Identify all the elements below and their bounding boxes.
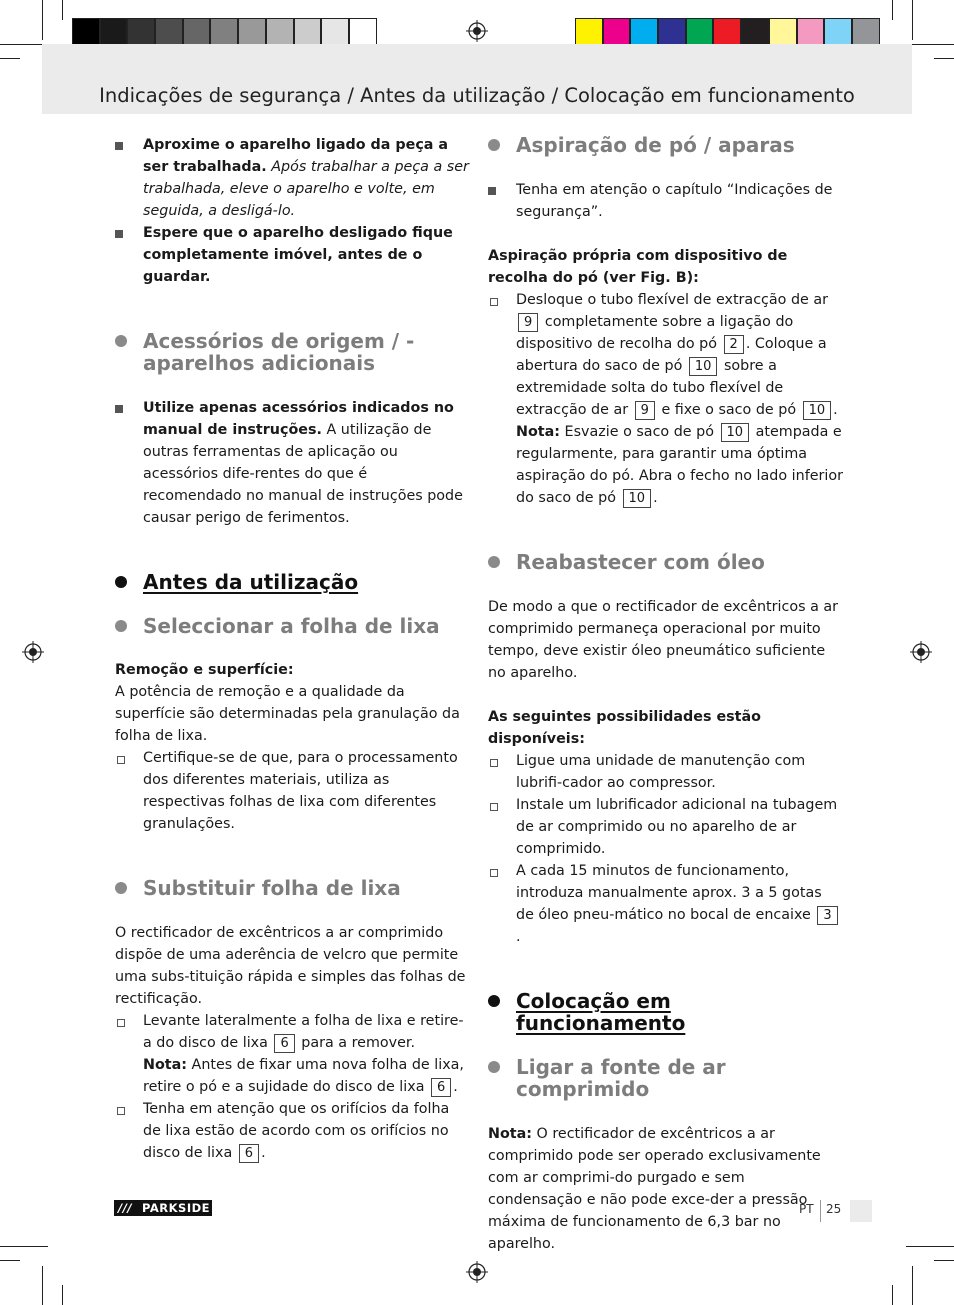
- parkside-logo: /// PARKSIDE: [114, 1200, 212, 1216]
- list-item: Aproxime o aparelho ligado da peça a ser trabalhada. Após trabalhar a peça a ser trabalhada, eleve o aparelho e volte, em seguida, a desligá-lo.: [115, 134, 470, 222]
- color-swatch: [72, 18, 100, 46]
- footer-tab: [850, 1200, 872, 1222]
- paragraph: A potência de remoção e a qualidade da superfície são determinadas pela granulação da folha de lixa.: [115, 684, 460, 744]
- square-bullet-icon: [115, 142, 123, 150]
- bullet-dot-icon: [115, 882, 127, 894]
- page-header-band: [42, 44, 912, 114]
- color-calibration-bar: [575, 18, 880, 46]
- color-swatch: [238, 18, 266, 46]
- color-swatch: [127, 18, 155, 46]
- square-bullet-icon: [115, 230, 123, 238]
- square-outline-bullet-icon: [490, 298, 498, 306]
- list-item: Ligue uma unidade de manutenção com lubrifi-cador ao compressor.: [488, 750, 843, 794]
- list-item: A cada 15 minutos de funcionamento, introduza manualmente aprox. 3 a 5 gotas de óleo pneu-mático no bocal de encaixe 3.: [488, 860, 843, 948]
- color-swatch: [769, 18, 797, 46]
- registration-mark-icon: [22, 641, 44, 663]
- bullet-dot-icon: [115, 576, 127, 588]
- color-swatch: [824, 18, 852, 46]
- color-swatch: [100, 18, 128, 46]
- color-swatch: [155, 18, 183, 46]
- color-swatch: [658, 18, 686, 46]
- color-swatch: [575, 18, 603, 46]
- part-number-box: 10: [623, 489, 652, 508]
- bullet-dot-icon: [115, 335, 127, 347]
- page-title: Indicações de segurança / Antes da utilização / Colocação em funcionamento: [99, 84, 855, 107]
- bullet-dot-icon: [488, 995, 500, 1007]
- part-number-box: 10: [689, 357, 718, 376]
- color-swatch: [852, 18, 880, 46]
- part-number-box: 9: [518, 313, 538, 332]
- square-outline-bullet-icon: [490, 759, 498, 767]
- registration-mark-icon: [910, 641, 932, 663]
- left-column: [115, 134, 470, 1164]
- section-heading: Antes da utilização: [115, 571, 470, 593]
- bullet-dot-icon: [488, 1061, 500, 1073]
- section-heading: Colocação em funcionamento: [488, 990, 843, 1034]
- color-swatch: [183, 18, 211, 46]
- color-swatch: [210, 18, 238, 46]
- bullet-dot-icon: [115, 620, 127, 632]
- paragraph: De modo a que o rectificador de excêntricos a ar comprimido permaneça operacional por muito tempo, deve existir óleo pneumático suficiente no aparelho.: [488, 599, 839, 681]
- part-number-box: 6: [274, 1034, 294, 1053]
- bullet-dot-icon: [488, 139, 500, 151]
- part-number-box: 10: [803, 401, 832, 420]
- page-number: 25: [826, 1202, 842, 1216]
- subheading: Remoção e superfície:: [115, 662, 294, 678]
- part-number-box: 9: [635, 401, 655, 420]
- registration-mark-icon: [466, 1261, 488, 1283]
- footer-divider: [820, 1200, 821, 1222]
- section-heading: Seleccionar a folha de lixa: [115, 615, 470, 637]
- section-heading: Acessórios de origem / -aparelhos adicionais: [115, 330, 470, 374]
- list-item: Desloque o tubo flexível de extracção de ar 9 completamente sobre a ligação do dispositivo de recolha do pó 2 . Coloque a abertura do saco de pó 10 sobre a extremidade solta do tubo flexível de extracção de ar 9 e fixe o saco de pó 10 . Nota: Esvazie o saco de pó 10 atempada e regularmente, para garantir uma óptima aspiração do pó. Abra o fecho no lado inferior do saco de pó 10 .: [488, 289, 843, 509]
- color-swatch: [686, 18, 714, 46]
- list-item: Tenha em atenção o capítulo “Indicações de segurança”.: [488, 179, 843, 223]
- list-item: Utilize apenas acessórios indicados no manual de instruções. A utilização de outras ferramentas de aplicação ou acessórios dife-rentes do que é recomendado no manual de instruções pode causar perigo de ferimentos.: [115, 397, 470, 529]
- list-item: Instale um lubrificador adicional na tubagem de ar comprimido ou no aparelho de ar comprimido.: [488, 794, 843, 860]
- square-bullet-icon: [488, 187, 496, 195]
- right-column: [488, 134, 843, 1255]
- grey-calibration-bar: [72, 18, 377, 46]
- square-outline-bullet-icon: [117, 756, 125, 764]
- color-swatch: [797, 18, 825, 46]
- square-outline-bullet-icon: [117, 1107, 125, 1115]
- section-heading: Reabastecer com óleo: [488, 551, 843, 573]
- subheading: As seguintes possibilidades estão disponíveis:: [488, 709, 761, 747]
- section-heading: Substituir folha de lixa: [115, 877, 470, 899]
- color-swatch: [349, 18, 377, 46]
- section-heading: Ligar a fonte de ar comprimido: [488, 1056, 843, 1100]
- list-item: Certifique-se de que, para o processamento dos diferentes materiais, utiliza as respectivas folhas de lixa com diferentes granulações.: [115, 747, 470, 835]
- registration-mark-icon: [466, 20, 488, 42]
- part-number-box: 6: [239, 1144, 259, 1163]
- color-swatch: [603, 18, 631, 46]
- square-outline-bullet-icon: [117, 1019, 125, 1027]
- square-outline-bullet-icon: [490, 869, 498, 877]
- part-number-box: 3: [817, 906, 837, 925]
- color-swatch: [630, 18, 658, 46]
- color-swatch: [294, 18, 322, 46]
- color-swatch: [266, 18, 294, 46]
- part-number-box: 10: [721, 423, 750, 442]
- subheading: Aspiração própria com dispositivo de recolha do pó (ver Fig. B):: [488, 248, 788, 286]
- part-number-box: 6: [431, 1078, 451, 1097]
- square-bullet-icon: [115, 405, 123, 413]
- color-swatch: [713, 18, 741, 46]
- bullet-dot-icon: [488, 556, 500, 568]
- square-outline-bullet-icon: [490, 803, 498, 811]
- section-heading: Aspiração de pó / aparas: [488, 134, 843, 156]
- color-swatch: [741, 18, 769, 46]
- paragraph: Nota: O rectificador de excêntricos a ar comprimido pode ser operado exclusivamente com ar comprimi-do purgado e sem condensação e não pode exce-der a pressão máxima de funcionamento de 6,3 bar no aparelho.: [488, 1126, 821, 1252]
- language-code: PT: [799, 1202, 814, 1216]
- list-item: Espere que o aparelho desligado fique completamente imóvel, antes de o guardar.: [115, 222, 470, 288]
- list-item: Levante lateralmente a folha de lixa e retire-a do disco de lixa 6 para a remover. Nota: Antes de fixar uma nova folha de lixa, retire o pó e a sujidade do disco de lixa 6 .: [115, 1010, 470, 1098]
- color-swatch: [321, 18, 349, 46]
- paragraph: O rectificador de excêntricos a ar comprimido dispõe de uma aderência de velcro que permite uma subs-tituição rápida e simples das folhas de rectificação.: [115, 925, 466, 1007]
- part-number-box: 2: [724, 335, 744, 354]
- list-item: Tenha em atenção que os orifícios da folha de lixa estão de acordo com os orifícios no disco de lixa 6 .: [115, 1098, 470, 1164]
